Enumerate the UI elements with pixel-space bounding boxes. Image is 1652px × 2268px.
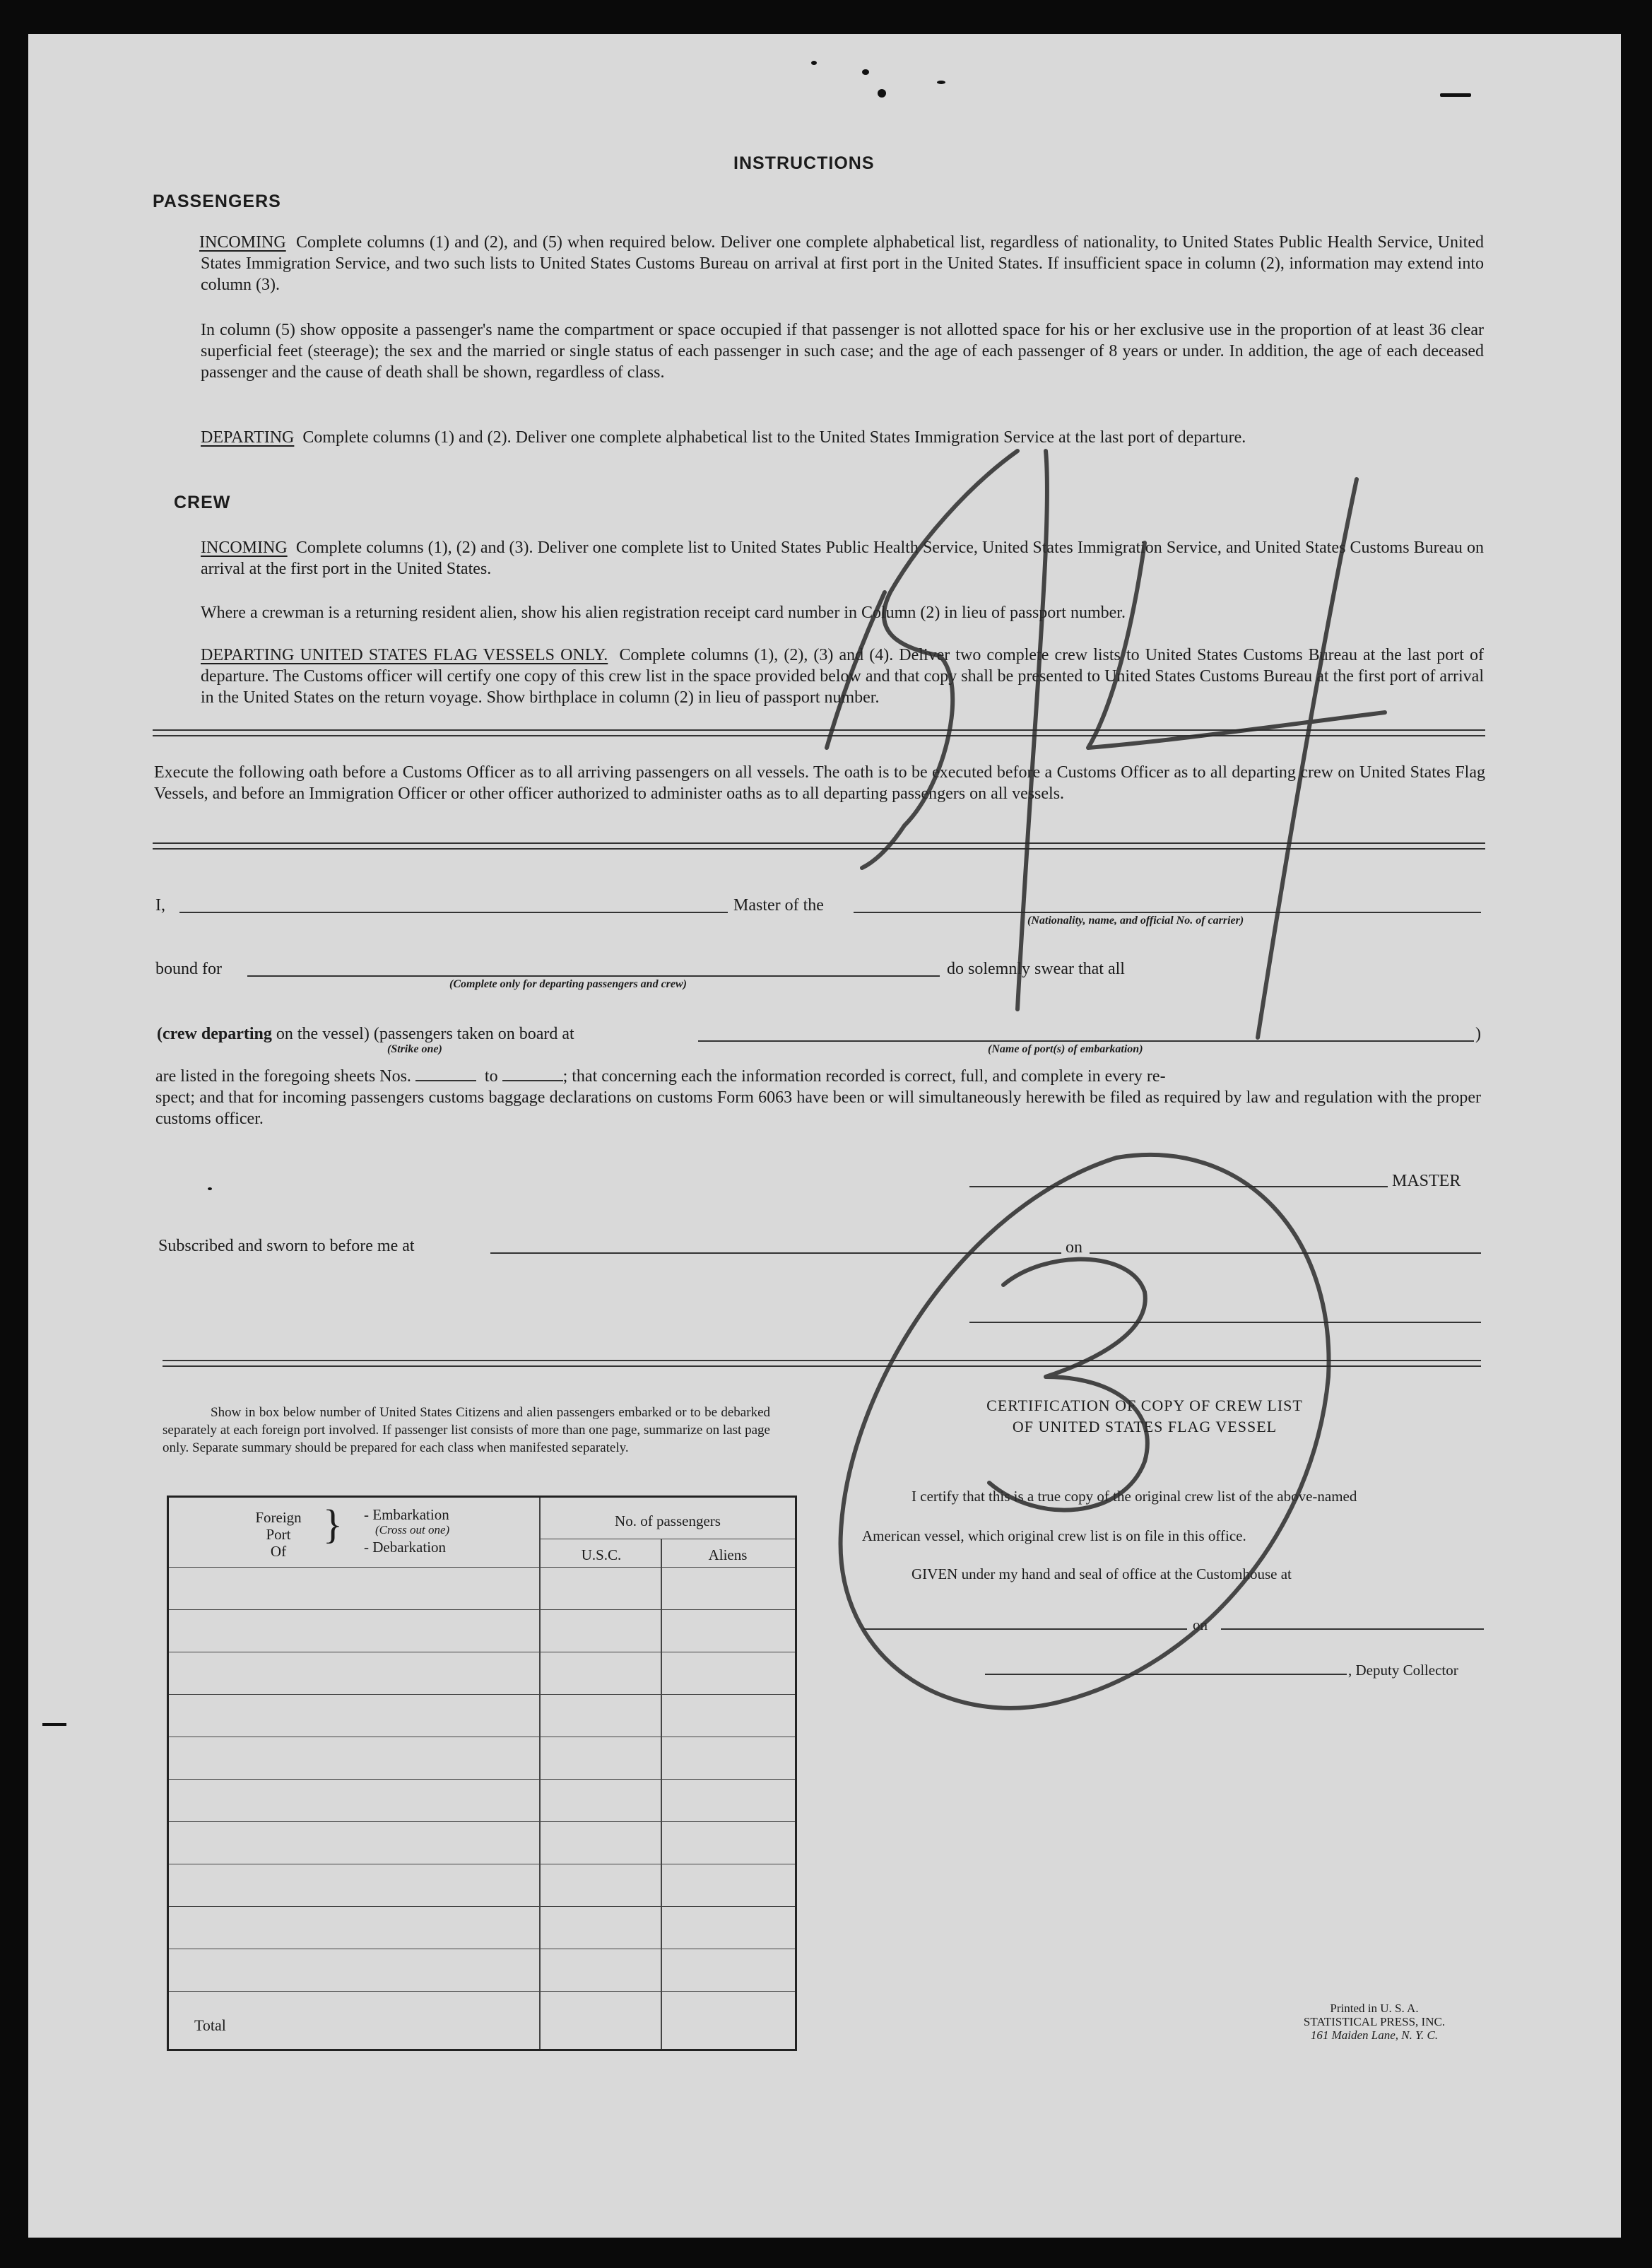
handwritten-circled-number [841,1155,1329,1708]
close-paren: ) [1475,1025,1481,1043]
crew-incoming-label: INCOMING [201,539,288,557]
digit-four-left [1088,543,1385,748]
digit-five-stem [827,592,885,748]
passengers-departing-label: DEPARTING [201,428,295,447]
deputy-collector-label: , Deputy Collector [1348,1662,1458,1679]
crew-incoming-text: Complete columns (1), (2) and (3). Deliver one complete list to United States Public Health Service, United States Immigration Service, and United States Customs Bureau on arrival at the first port in the United States. [201,539,1485,578]
brace-icon: } [323,1501,343,1547]
aliens-header: Aliens [708,1546,748,1563]
passengers-heading: PASSENGERS [153,192,281,211]
printer-line-2: STATISTICAL PRESS, INC. [1303,2015,1446,2028]
subscribed-text: Subscribed and sworn to before me at [158,1237,415,1255]
usc-header: U.S.C. [581,1546,622,1563]
oath-instructions: Execute the following oath before a Customs Officer as to all arriving passengers on all vessels. The oath is to be executed before a Customs Officer as to all departing crew on United States Flag Vessels, and before an Immigration Officer or other officer authorized to administer oaths as to all departing passengers on all vessels. [154,763,1485,803]
summary-instruction: Show in box below number of United States Citizens and alien passengers embarked or to be debarked separately at each foreign port involved. If passenger list consists of more than one page, summarize on last page only. Separate summary should be prepared for each class when manifested separately. [163,1405,770,1455]
circle-stroke [841,1155,1329,1708]
crew-heading: CREW [174,493,231,512]
certify-text-a: I certify that this is a true copy of the original crew list of the above-named [911,1488,1357,1505]
certification-title-1: CERTIFICATION OF COPY OF CREW LIST [986,1397,1303,1414]
swear-text: do solemnly swear that all [947,960,1125,978]
instructions-title: INSTRUCTIONS [733,153,875,173]
crew-departing-bold: (crew departing [157,1025,272,1043]
certification-on-label: on [1193,1616,1208,1633]
crew-resident-paragraph: Where a crewman is a returning resident alien, show his alien registration receipt card number in Column (2) in lieu of passport number. [201,604,1126,622]
of-label: Of [270,1543,287,1560]
no-of-passengers-header: No. of passengers [615,1512,721,1529]
listed-to: to [484,1067,498,1086]
digit-five-stroke [862,451,1017,868]
certify-text-b: American vessel, which original crew list is on file in this office. [862,1527,1246,1544]
passengers-taken: (passengers taken on board at [373,1025,574,1043]
printer-line-1: Printed in U. S. A. [1330,2002,1419,2015]
embarkation-label: - Embarkation [364,1506,449,1523]
handwritten-sheet-number [827,451,1385,1038]
cross-out-label: (Cross out one) [375,1523,450,1537]
passengers-departing-text: Complete columns (1) and (2). Deliver one complete alphabetical list to the United States Immigration Service at the last port of departure. [302,428,1246,447]
listed-text-b: ; that concerning each the information recorded is correct, full, and complete in every re- [562,1067,1166,1086]
bound-caption: (Complete only for departing passengers and crew) [449,978,687,990]
debarkation-label: - Debarkation [364,1539,447,1556]
master-of-the-label: Master of the [733,896,824,915]
digit-one-stroke [1017,451,1047,1009]
master-label: MASTER [1392,1172,1461,1190]
column5-paragraph: In column (5) show opposite a passenger's name the compartment or space occupied if that passenger is not allotted space for his or her exclusive use in the proportion of at least 36 clear superficial feet (steerage); the sex and the married or single status of each passenger in such case; and the age of each passenger of 8 years or under. In addition, the age of each deceased passenger and the cause of death shall be shown, regardless of class. [201,321,1484,382]
nationality-caption: (Nationality, name, and official No. of carrier) [1027,915,1244,927]
oath-i-label: I, [155,896,165,915]
sworn-on-label: on [1066,1238,1082,1257]
bound-for-label: bound for [155,960,222,978]
total-label: Total [194,2016,226,2034]
digit-four-stem [1258,479,1357,1038]
crew-flag-text: Complete columns (1), (2), (3) and (4). Deliver two complete crew lists to United States Customs Bureau at the last port of departure. The Customs officer will certify one copy of this crew list in the space provided below and that copy shall be presented to United States Customs Bureau at the first port of arrival in the United States on the return voyage. Show birthplace in column (2) in lieu of passport number. [201,646,1484,707]
on-the-vessel: on the vessel) [276,1025,370,1043]
printer-line-3: 161 Maiden Lane, N. Y. C. [1310,2028,1439,2042]
passengers-incoming-label: INCOMING [199,233,286,252]
passengers-incoming-text: Complete columns (1) and (2), and (5) when required below. Deliver one complete alphabetical list, regardless of nationality, to United States Public Health Service, United States Immigration Service, and two such lists to United States Customs Bureau on arrival at first port in the United States. If insufficient space in column (2), information may extend into column (3). [201,233,1484,294]
listed-text-c: spect; and that for incoming passengers customs baggage declarations on customs Form 6063 have been or will simultaneously herewith be filed as required by law and regulation with the proper customs officer. [155,1088,1481,1128]
ports-caption: (Name of port(s) of embarkation) [988,1043,1143,1055]
strike-one-caption: (Strike one) [387,1043,442,1055]
foreign-label: Foreign [255,1509,302,1526]
form-sheet [28,34,1621,2238]
digit-three-stroke [989,1259,1147,1510]
listed-text-a: are listed in the foregoing sheets Nos. [155,1067,411,1086]
given-text: GIVEN under my hand and seal of office at the Customhouse at [911,1565,1292,1582]
certification-title-2: OF UNITED STATES FLAG VESSEL [1012,1418,1278,1435]
port-label: Port [266,1526,291,1543]
handwriting-layer [28,34,1621,2238]
crew-flag-label: DEPARTING UNITED STATES FLAG VESSELS ONLY. [201,646,608,664]
